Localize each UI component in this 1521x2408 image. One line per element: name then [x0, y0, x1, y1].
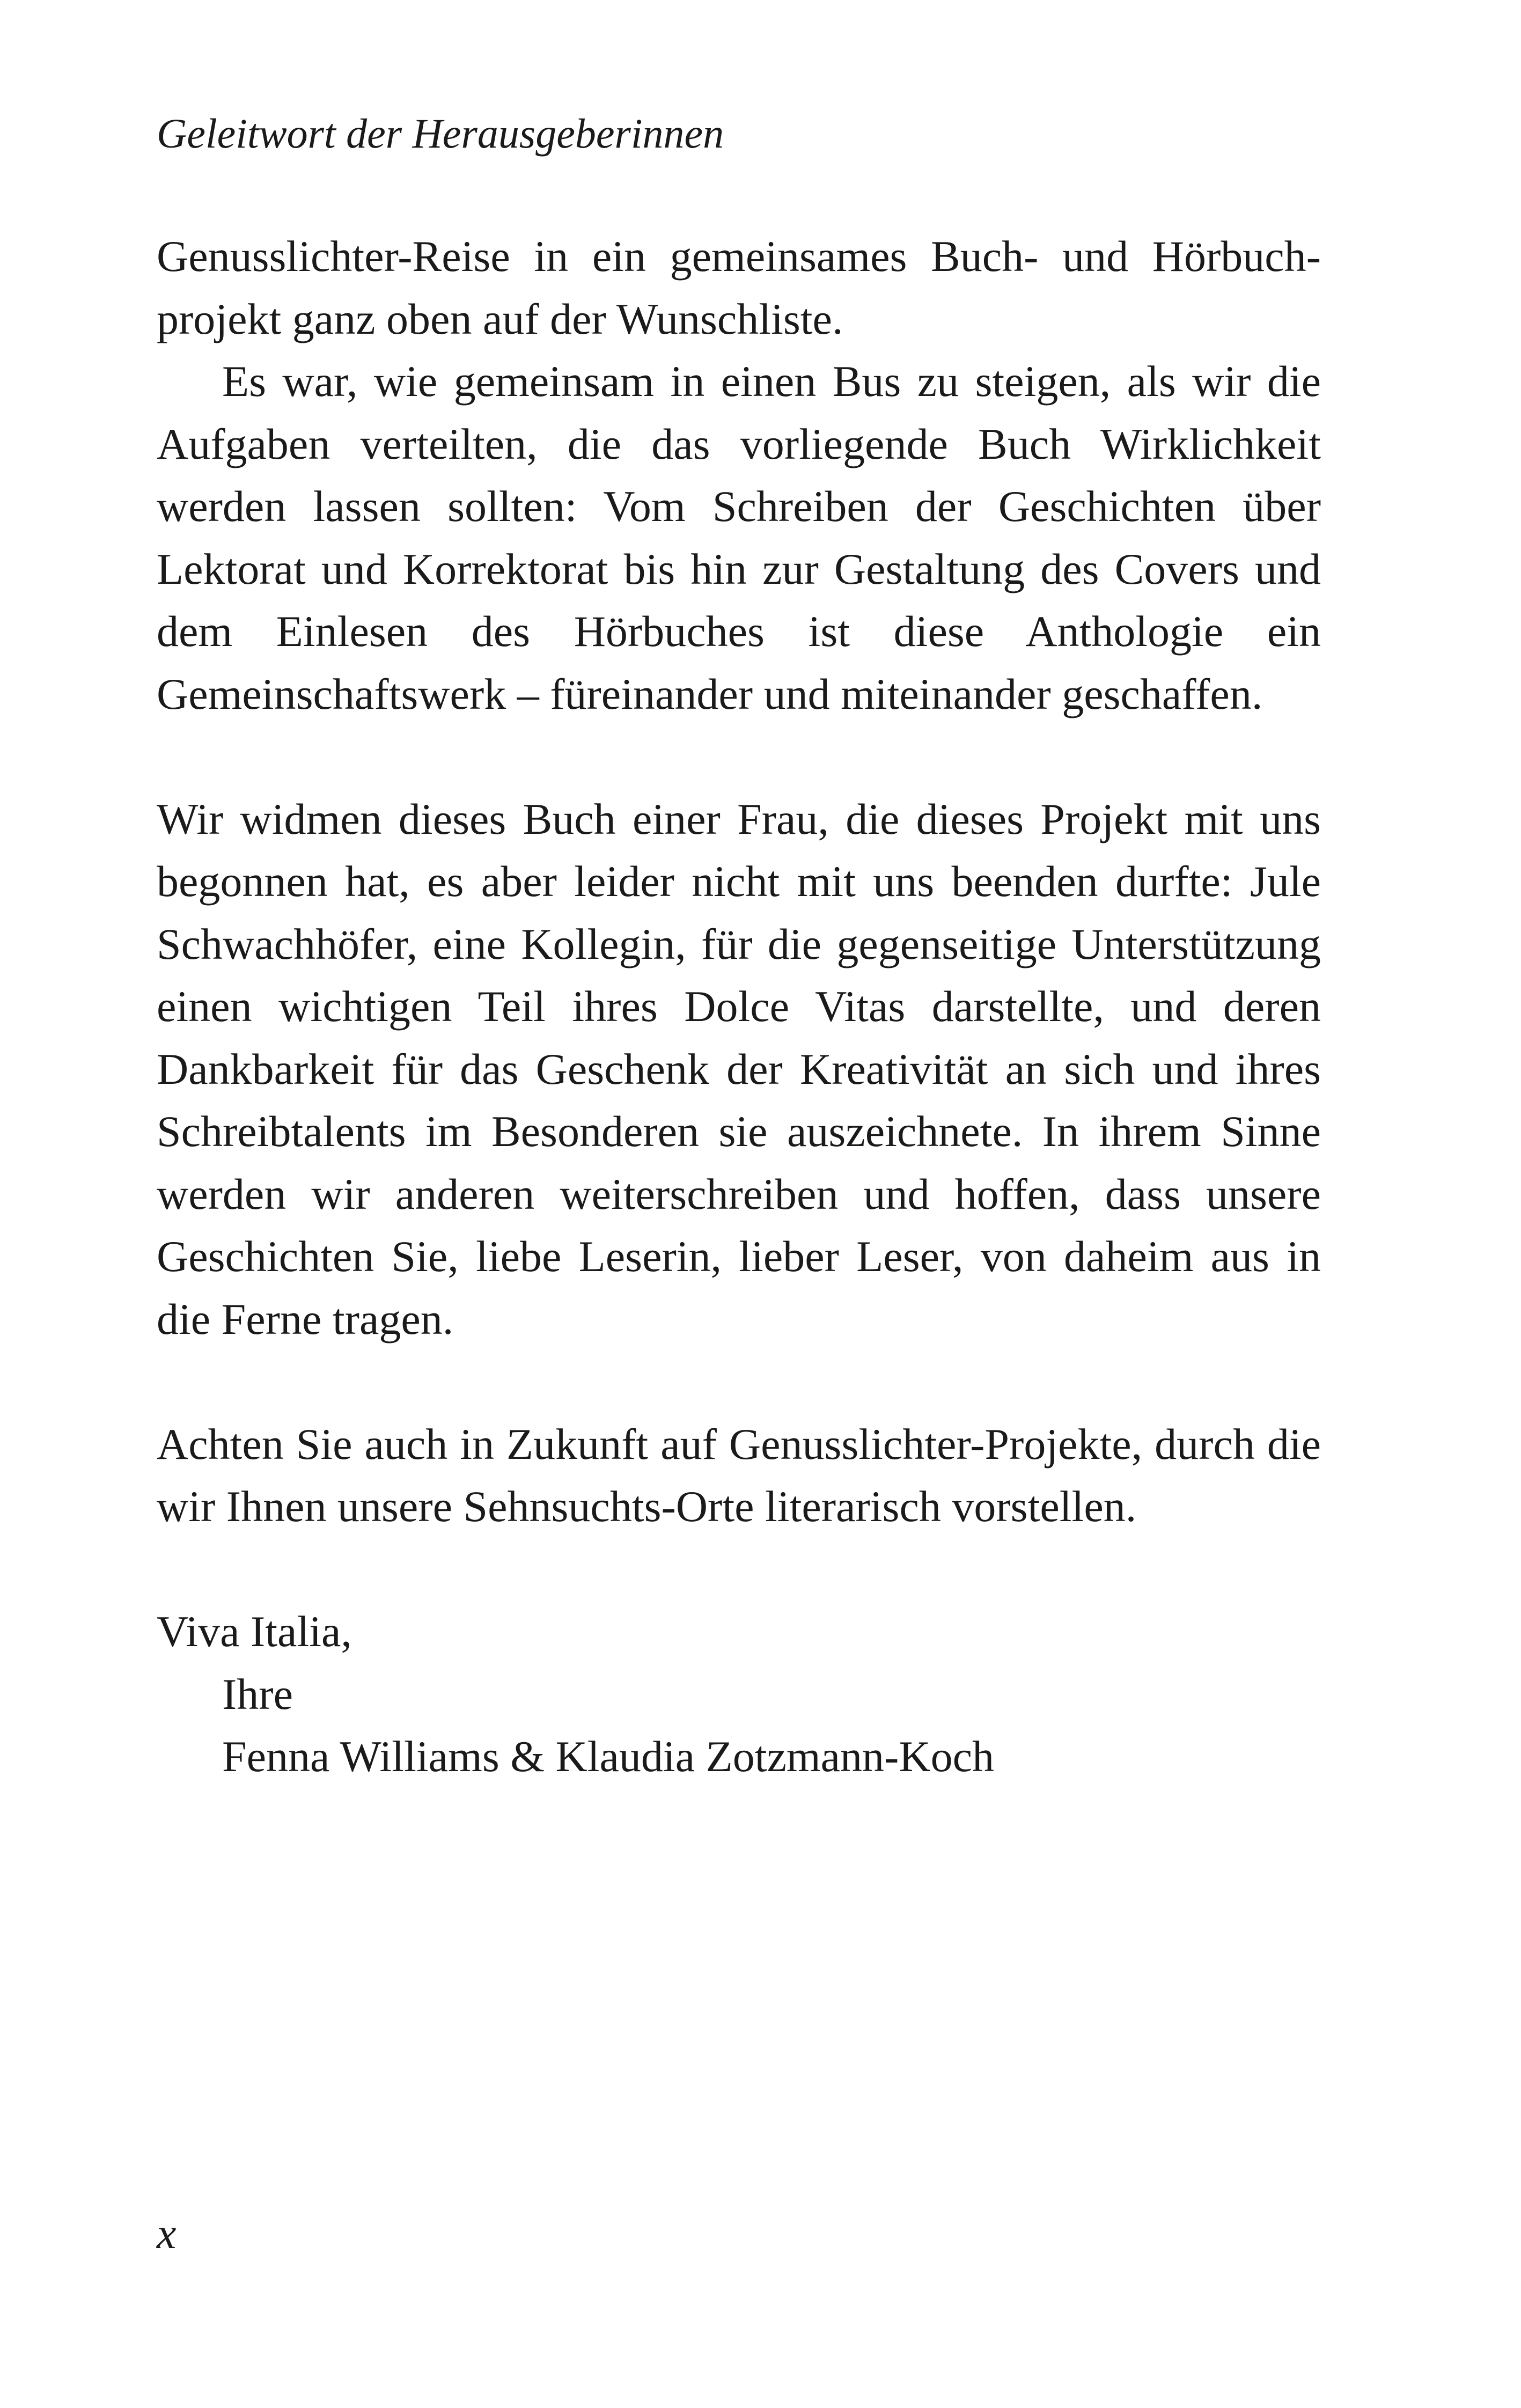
paragraph-dedication: Wir widmen dieses Buch einer Frau, die dieses Projekt mit uns begonnen hat, es aber leider nicht mit uns beenden durfte: Jule Schwachhöfer, eine Kollegin, für die gegenseitige Unterstützung einen wichtigen Teil ihres Dolce Vitas darstellte, und deren Dankbarkeit für das Geschenk der Kreativität an sich und ihres Schreibtalents im Besonderen sie auszeichnete. In ihrem Sinne werden wir anderen weiterschreiben und hoffen, dass unsere Geschichten Sie, liebe Leserin, lieber Leser, von daheim aus in die Ferne tragen. — [157, 794, 1321, 1344]
running-head: Geleitwort der Herausgeberinnen — [157, 110, 724, 157]
page-number: x — [157, 2209, 177, 2258]
signoff-closing: Ihre — [222, 1669, 293, 1719]
body-text — [157, 225, 1321, 1788]
paragraph-continuation: Genusslichter-Reise in ein gemeinsames Buch- und Hörbuchprojekt ganz oben auf der Wunschliste. — [157, 232, 1321, 343]
signoff-greeting: Viva Italia, — [157, 1607, 352, 1656]
signoff — [157, 1601, 1321, 1788]
signoff-names: Fenna Williams & Klaudia Zotzmann-Koch — [222, 1732, 994, 1781]
paragraph-anthology: Es war, wie gemeinsam in einen Bus zu steigen, als wir die Aufgaben verteilten, die das vorliegende Buch Wirklichkeit werden lassen sollten: Vom Schreiben der Geschichten über Lektorat und Korrektorat bis hin zur Gestaltung des Covers und dem Einlesen des Hörbuches ist diese Anthologie ein Gemeinschaftswerk – füreinander und miteinander geschaffen. — [157, 357, 1321, 718]
paragraph-future-projects: Achten Sie auch in Zukunft auf Genusslichter-Projekte, durch die wir Ihnen unsere Sehnsuchts-Orte literarisch vorstellen. — [157, 1419, 1321, 1531]
